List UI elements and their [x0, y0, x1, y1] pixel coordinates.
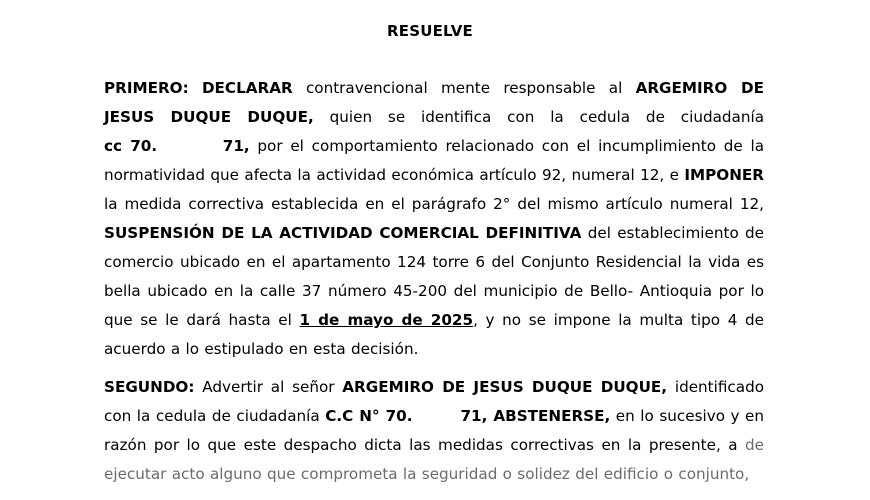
p2-text-4: de ejecutar acto alguno que comprometa la seguridad o solidez del edificio o conjunto,: [104, 436, 764, 483]
section-heading: RESUELVE: [387, 22, 473, 40]
deadline-date: 1 de mayo de 2025: [299, 311, 474, 329]
id-number-2: C.C N° 70. 71, ABSTENERSE,: [325, 407, 611, 425]
person-name-2: ARGEMIRO DE JESUS DUQUE DUQUE,: [342, 378, 668, 396]
person-name: ARGEMIRO DE JESUS DUQUE DUQUE,: [104, 79, 765, 126]
declarar-verb: DECLARAR: [201, 79, 293, 97]
p2-text-1: Advertir al señor: [202, 378, 335, 396]
primero-label: PRIMERO:: [104, 79, 189, 97]
paragraph-segundo: [104, 373, 764, 489]
segundo-label: SEGUNDO:: [104, 378, 195, 396]
p1-text-6: , y no se impone la multa tipo 4 de acuerdo a lo estipulado en esta decisión.: [104, 311, 764, 358]
p1-text-3: por el comportamiento relacionado con el incumplimiento de la normatividad que afecta la actividad económica artículo 92, numeral 12, e: [104, 137, 765, 184]
p1-text-1: contravencional mente responsable al: [305, 79, 623, 97]
p2-text-2: identificado con la cedula de ciudadanía: [104, 378, 765, 425]
p1-text-2: quien se identifica con la cedula de ciudadanía: [329, 108, 765, 126]
corrective-measure: SUSPENSIÓN DE LA ACTIVIDAD COMERCIAL DEFINITIVA: [104, 224, 582, 242]
id-number: cc 70. 71,: [104, 137, 250, 155]
paragraph-primero: [104, 74, 764, 364]
p1-text-4: la medida correctiva establecida en el parágrafo 2° del mismo artículo numeral 12,: [104, 195, 764, 213]
p2-text-3: en lo sucesivo y en razón por lo que este despacho dicta las medidas correctivas en la presente, a: [104, 407, 765, 454]
p1-text-5: del establecimiento de comercio ubicado en el apartamento 124 torre 6 del Conjunto Residencial la vida es bella ubicado en la calle 37 número 45-200 del municipio de Bello- Antioquia por lo que se le dará hasta el: [104, 224, 765, 329]
imponer-verb: IMPONER: [684, 166, 764, 184]
